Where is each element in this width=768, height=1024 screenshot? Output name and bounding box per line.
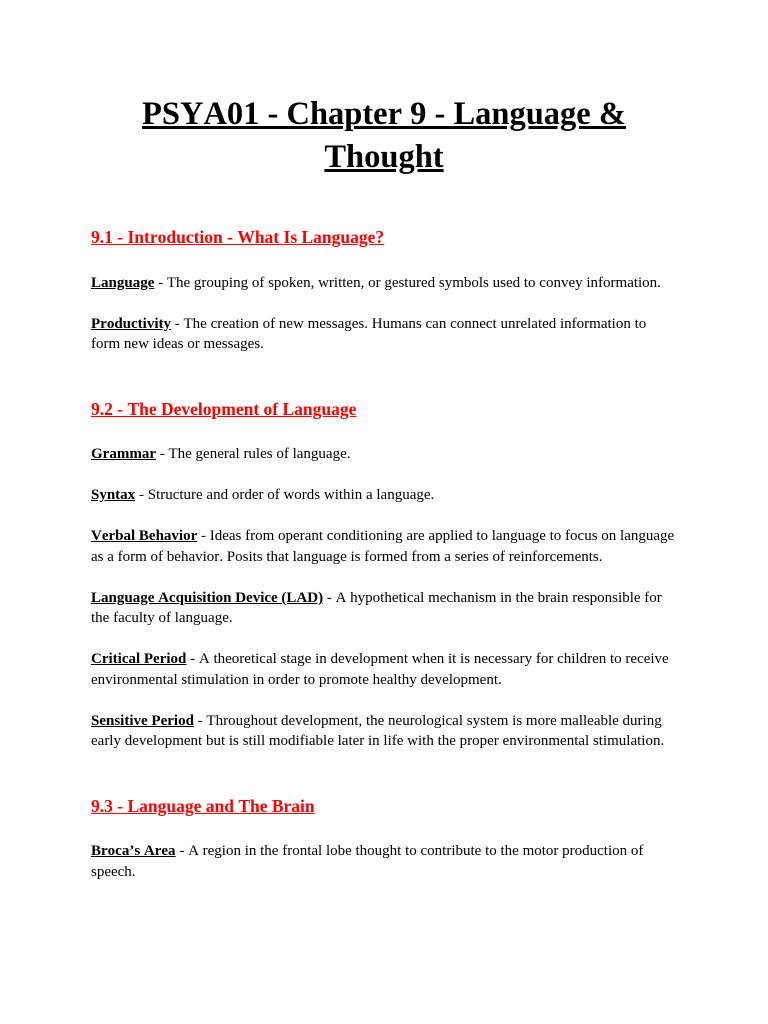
term-label: Syntax xyxy=(91,487,136,504)
document-body xyxy=(91,0,677,903)
term-definition: The grouping of spoken, written, or gestured symbols used to convey information. xyxy=(166,274,661,291)
section-heading: 9.3 - Language and The Brain xyxy=(91,795,315,816)
document-title: PSYA01 - Chapter 9 - Language & Thought xyxy=(142,96,626,175)
term-label: Productivity xyxy=(91,315,171,332)
section-9-3 xyxy=(91,794,677,883)
term-entry-syntax xyxy=(91,485,677,506)
term-separator: - xyxy=(193,712,207,729)
term-label: Language xyxy=(91,274,155,291)
term-entry-grammar xyxy=(91,444,677,465)
term-separator: - xyxy=(323,589,336,606)
term-definition: Throughout development, the neurological system is more malleable during early development but is still modifiable later in life with the proper environmental stimulation. xyxy=(91,712,665,750)
term-label: Language Acquisition Device (LAD) xyxy=(91,589,324,606)
term-entry-productivity xyxy=(91,314,677,355)
term-entry-critical-period xyxy=(91,649,677,690)
term-label: Verbal Behavior xyxy=(91,528,198,545)
term-entry-language xyxy=(91,273,677,294)
section-heading: 9.1 - Introduction - What Is Language? xyxy=(91,227,385,247)
term-entry-brocas-area xyxy=(91,841,677,882)
term-separator: - xyxy=(186,651,199,668)
term-separator: - xyxy=(171,315,184,332)
term-definition: Structure and order of words within a language. xyxy=(147,487,435,504)
term-definition: The general rules of language. xyxy=(168,446,351,463)
term-label: Sensitive Period xyxy=(91,712,194,729)
section-9-2 xyxy=(91,397,677,752)
section-9-1 xyxy=(91,225,677,355)
term-separator: - xyxy=(135,487,148,504)
term-label: Grammar xyxy=(91,446,156,463)
term-definition: A hypothetical mechanism in the brain responsible for the faculty of language. xyxy=(91,589,662,627)
term-definition: A theoretical stage in development when it is necessary for children to receive environmental stimulation in order to promote healthy development. xyxy=(91,651,669,688)
term-separator: - xyxy=(155,446,169,463)
term-label: Critical Period xyxy=(91,651,187,668)
term-definition: Ideas from operant conditioning are applied to language to focus on language as a form of behavior. Posits that language is formed from a series of reinforcements. xyxy=(91,528,675,565)
term-definition: A region in the frontal lobe thought to contribute to the motor production of speech. xyxy=(91,843,644,880)
section-heading: 9.2 - The Development of Language xyxy=(91,398,357,419)
term-definition: The creation of new messages. Humans can connect unrelated information to form new ideas or messages. xyxy=(91,315,647,353)
term-entry-verbal-behavior xyxy=(91,526,677,567)
term-label: Broca’s Area xyxy=(91,843,176,860)
term-separator: - xyxy=(175,843,189,860)
term-entry-sensitive-period xyxy=(91,711,677,752)
term-separator: - xyxy=(154,274,167,291)
term-separator: - xyxy=(197,528,210,545)
term-entry-lad xyxy=(91,588,677,629)
